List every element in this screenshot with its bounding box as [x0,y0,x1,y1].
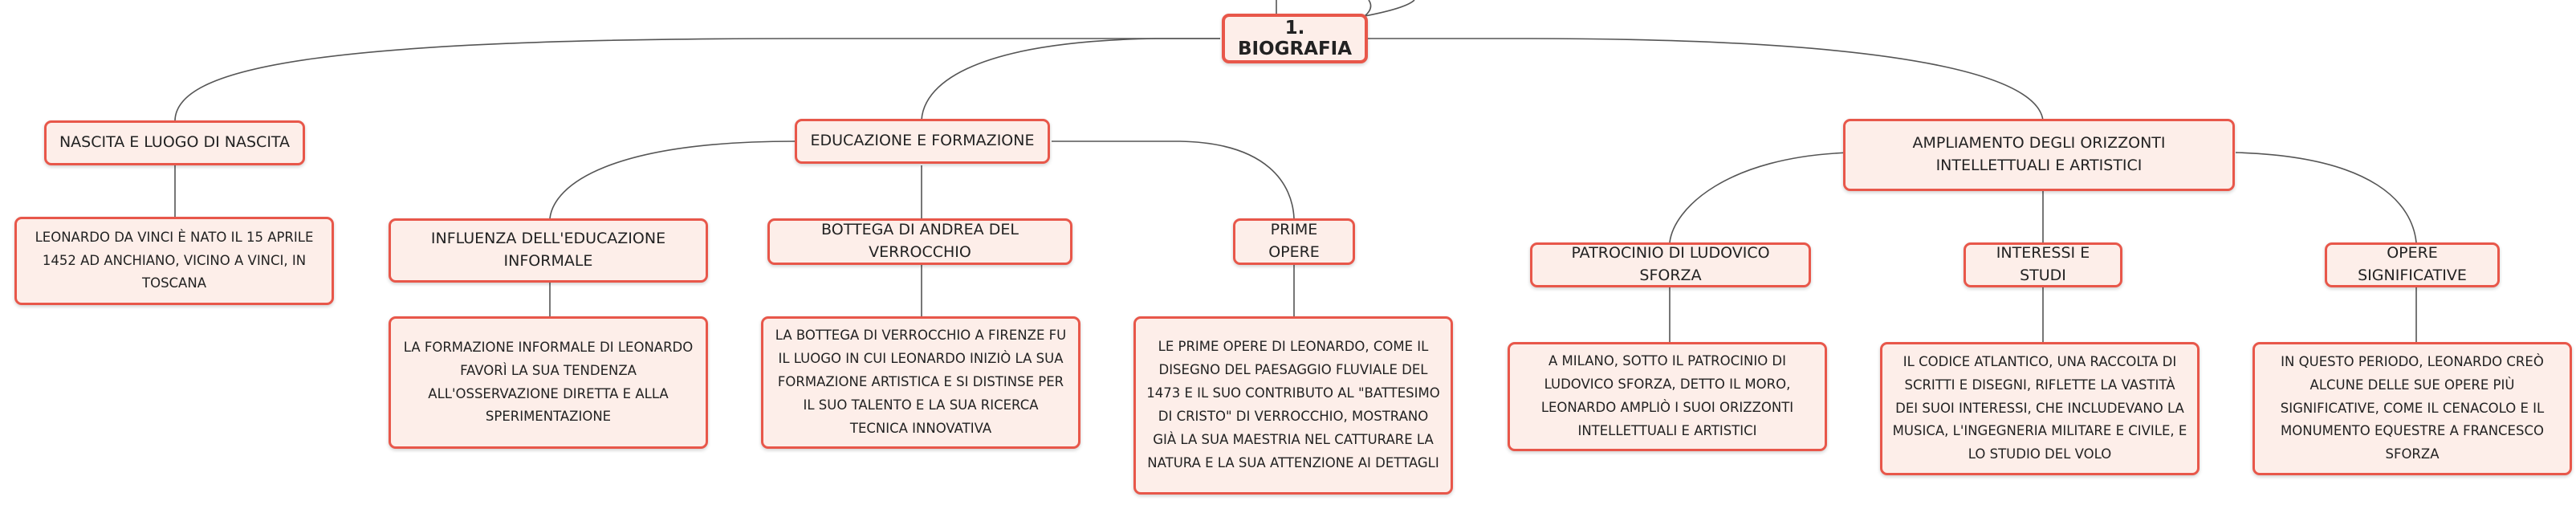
subtopic-label: BOTTEGA DI ANDREA DEL VERROCCHIO [821,221,1019,261]
detail-text: LA FORMAZIONE INFORMALE DI LEONARDO FAVORÌ LA SUA TENDENZA ALL'OSSERVAZIONE DIRETTA E ALLA SPERIMENTAZIONE [403,339,694,425]
root-label: 1. BIOGRAFIA [1237,18,1353,59]
connector [175,39,1220,120]
connector [2236,153,2416,242]
detail-educazione-informale[interactable] [389,316,708,449]
subtopic-prime-opere[interactable] [1233,218,1355,265]
connector [1365,0,1371,16]
detail-text: LEONARDO DA VINCI È NATO IL 15 APRILE 1452 AD ANCHIANO, VICINO A VINCI, IN TOSCANA [35,229,314,291]
detail-text: LE PRIME OPERE DI LEONARDO, COME IL DISEGNO DEL PAESAGGIO FLUVIALE DEL 1473 E IL SUO CONTRIBUTO AL "BATTESIMO DI CRISTO" DI VERROCCHIO, MOSTRANO GIÀ LA SUA MAESTRIA NEL CATTURARE LA NATURA E LA SUA ATTENZIONE AI DETTAGLI [1146,339,1440,470]
subtopic-label: OPERE SIGNIFICATIVE [2358,244,2467,284]
detail-text: A MILANO, SOTTO IL PATROCINIO DI LUDOVICO SFORZA, DETTO IL MORO, LEONARDO AMPLIÒ I SUOI ORIZZONTI INTELLETTUALI E ARTISTICI [1540,353,1794,438]
connector [1670,153,1850,242]
connector [922,39,1220,120]
subtopic-opere-significative[interactable] [2325,242,2500,287]
branch-label: NASCITA E LUOGO DI NASCITA [59,133,291,152]
branch-label: EDUCAZIONE E FORMAZIONE [810,132,1035,150]
root-node[interactable] [1222,14,1368,63]
detail-text: IL CODICE ATLANTICO, UNA RACCOLTA DI SCRITTI E DISEGNI, RIFLETTE LA VASTITÀ DEI SUOI INTERESSI, CHE INCLUDEVANO LA MUSICA, L'INGEGNERIA MILITARE E CIVILE, E LO STUDIO DEL VOLO [1892,353,2187,462]
detail-prime-opere[interactable] [1133,316,1453,495]
connector [1365,0,1414,16]
branch-educazione[interactable] [795,119,1050,164]
subtopic-interessi-studi[interactable] [1964,242,2122,287]
detail-patrocinio-sforza[interactable] [1508,342,1827,451]
connector [550,141,795,218]
subtopic-patrocinio-sforza[interactable] [1530,242,1811,287]
detail-nascita[interactable] [14,217,334,305]
subtopic-label: PATROCINIO DI LUDOVICO SFORZA [1571,244,1770,284]
subtopic-educazione-informale[interactable] [389,218,708,283]
subtopic-label: PRIME OPERE [1268,221,1320,261]
subtopic-label: INTERESSI E STUDI [1996,244,2090,284]
subtopic-bottega-verrocchio[interactable] [767,218,1072,265]
detail-interessi-studi[interactable] [1880,342,2200,475]
connector [1052,141,1294,218]
branch-nascita[interactable] [44,120,305,165]
subtopic-label: INFLUENZA DELL'EDUCAZIONE INFORMALE [430,230,666,270]
detail-text: LA BOTTEGA DI VERROCCHIO A FIRENZE FU IL LUOGO IN CUI LEONARDO INIZIÒ LA SUA FORMAZIONE ARTISTICA E SI DISTINSE PER IL SUO TALENTO E LA SUA RICERCA TECNICA INNOVATIVA [775,328,1067,436]
detail-bottega-verrocchio[interactable] [761,316,1080,449]
detail-text: IN QUESTO PERIODO, LEONARDO CREÒ ALCUNE DELLE SUE OPERE PIÙ SIGNIFICATIVE, COME IL CENACOLO E IL MONUMENTO EQUESTRE A FRANCESCO SFORZA [2280,353,2545,462]
detail-opere-significative[interactable] [2252,342,2572,475]
branch-label: AMPLIAMENTO DEGLI ORIZZONTI INTELLETTUALI E ARTISTICI [1912,134,2166,174]
connector [1365,39,2043,120]
branch-ampliamento[interactable] [1843,119,2235,191]
